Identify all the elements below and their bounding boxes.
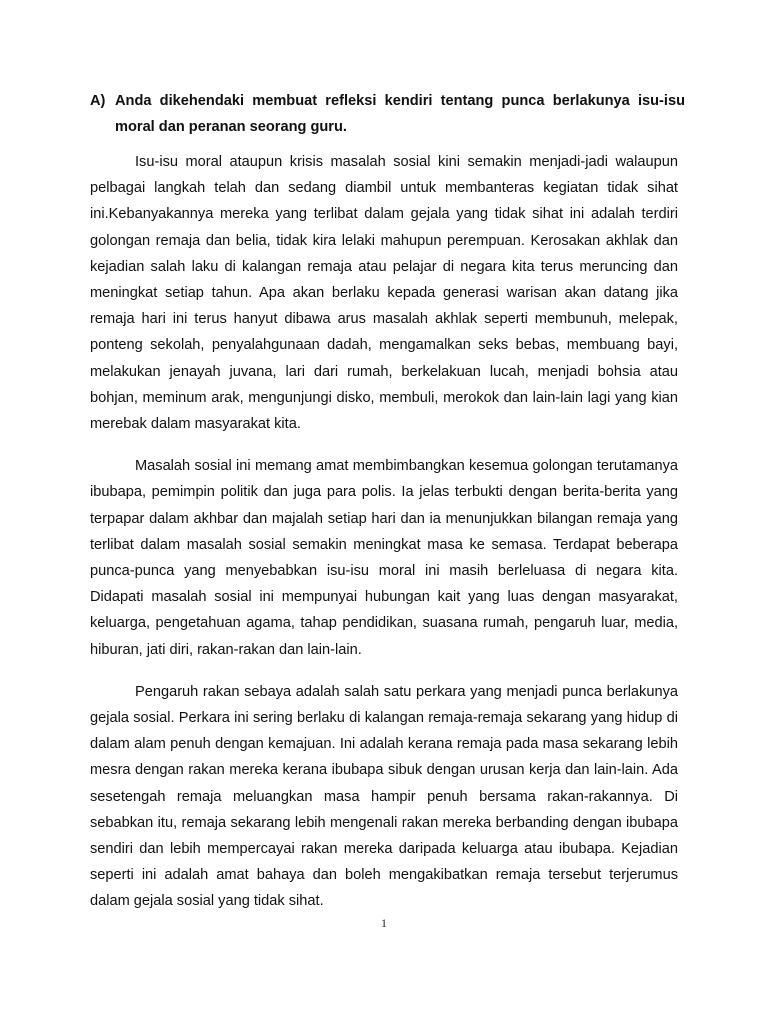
paragraph-2: Masalah sosial ini memang amat membimbangkan kesemua golongan terutamanya ibubapa, pemimpin politik dan juga para polis. Ia jelas terbukti dengan berita-berita yang terpapar dalam akhbar dan majalah setiap hari dan ia menunjukkan bilangan remaja yang terlibat dalam masalah sosial semakin meningkat masa ke semasa. Terdapat beberapa punca-punca yang menyebabkan isu-isu moral ini masih berleluasa di negara kita. Didapati masalah sosial ini mempunyai hubungan kait yang luas dengan masyarakat, keluarga, pengetahuan agama, tahap pendidikan, suasana rumah, pengaruh luar, media, hiburan, jati diri, rakan-rakan dan lain-lain. <box>90 458 678 658</box>
paragraph-1: Isu-isu moral ataupun krisis masalah sosial kini semakin menjadi-jadi walaupun pelbagai langkah telah dan sedang diambil untuk membanteras kegiatan tidak sihat ini.Kebanyakannya mereka yang terlibat dalam gejala yang tidak sihat ini adalah terdiri golongan remaja dan belia, tidak kira lelaki mahupun perempuan. Kerosakan akhlak dan kejadian salah laku di kalangan remaja atau pelajar di negara kita terus meruncing dan meningkat setiap tahun. Apa akan berlaku kepada generasi warisan akan datang jika remaja hari ini terus hanyut dibawa arus masalah akhlak seperti membunuh, melepak, ponteng sekolah, penyalahgunaan dadah, mengamalkan seks bebas, membuang bayi, melakukan jenayah juvana, lari dari rumah, berkelakuan lucah, menjadi bohsia atau bohjan, meminum arak, mengunjungi disko, membuli, merokok dan lain-lain lagi yang kian merebak dalam masyarakat kita. <box>90 154 678 433</box>
section-heading <box>90 88 685 140</box>
page-number: 1 <box>381 916 387 930</box>
section-heading-text: Anda dikehendaki membuat refleksi kendiri tentang punca berlakunya isu-isu moral dan peranan seorang guru. <box>115 93 685 135</box>
section-marker: A) <box>90 93 106 109</box>
body-text <box>90 149 678 931</box>
paragraph-3: Pengaruh rakan sebaya adalah salah satu perkara yang menjadi punca berlakunya gejala sosial. Perkara ini sering berlaku di kalangan remaja-remaja sekarang yang hidup di dalam alam penuh dengan kemajuan. Ini adalah kerana remaja pada masa sekarang lebih mesra dengan rakan mereka kerana ibubapa sibuk dengan urusan kerja dan lain-lain. Ada sesetengah remaja meluangkan masa hampir penuh bersama rakan-rakannya. Di sebabkan itu, remaja sekarang lebih mengenali rakan mereka berbanding dengan ibubapa sendiri dan lebih mempercayai rakan mereka daripada keluarga atau ibubapa. Kejadian seperti ini adalah amat bahaya dan boleh mengakibatkan remaja tersebut terjerumus dalam gejala sosial yang tidak sihat. <box>90 683 678 910</box>
